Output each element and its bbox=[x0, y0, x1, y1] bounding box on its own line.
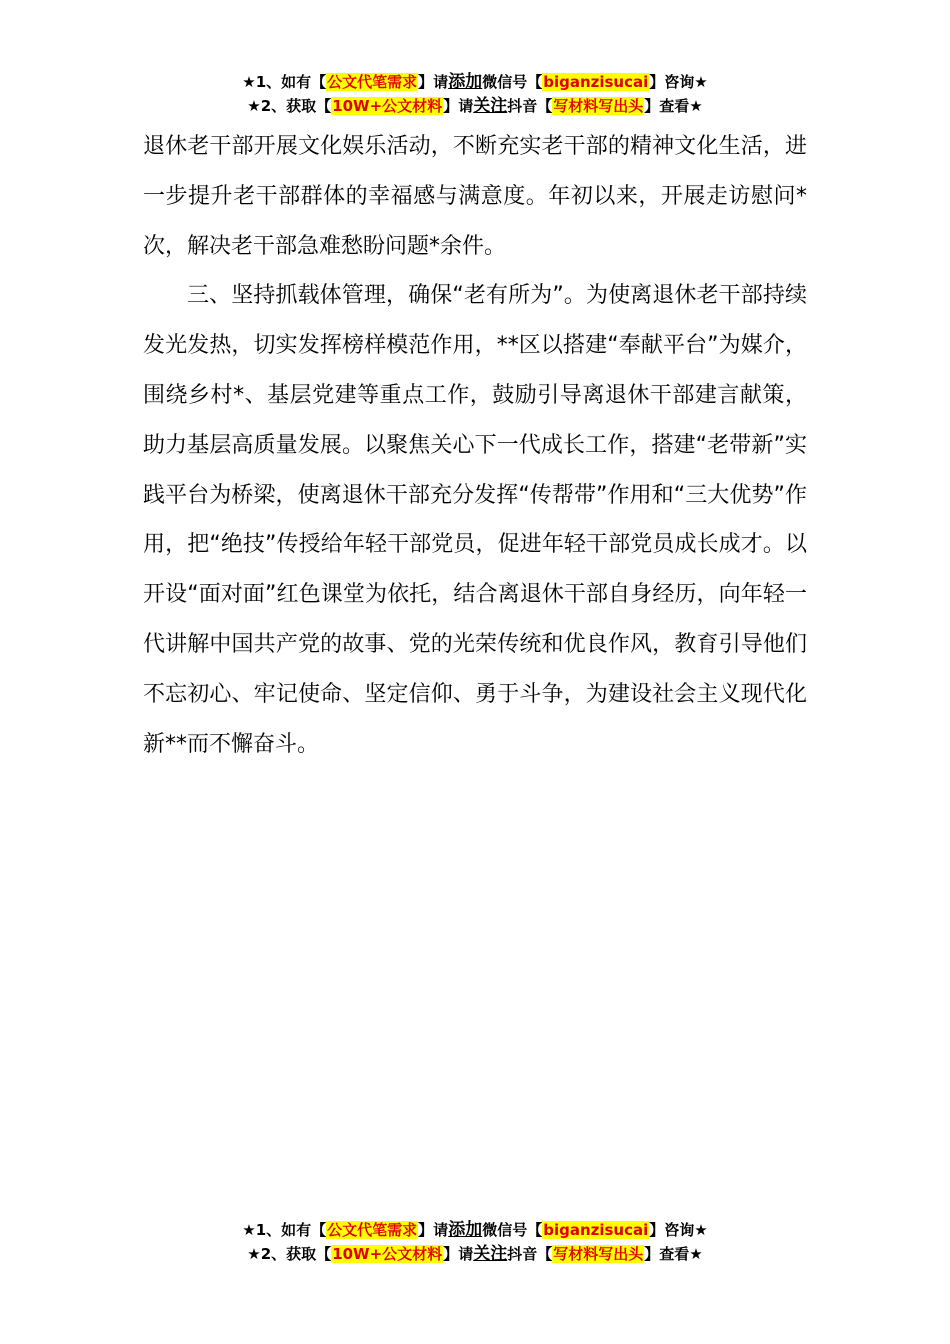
paragraph-continuation: 退休老干部开展文化娱乐活动，不断充实老干部的精神文化生活，进一步提升老干部群体的幸福感与满意度。年初以来，开展走访慰问*次，解决老干部急难愁盼问题*余件。 bbox=[143, 134, 807, 259]
banner-prefix: ★1、如有【 bbox=[242, 1221, 327, 1239]
banner-line-1 bbox=[0, 1218, 950, 1242]
banner-suffix: 】查看★ bbox=[644, 1245, 703, 1263]
header-banner bbox=[0, 70, 950, 118]
banner-suffix: 】查看★ bbox=[644, 97, 703, 115]
banner-prefix: ★1、如有【 bbox=[242, 73, 327, 91]
banner-highlight: 公文代笔需求 bbox=[327, 73, 418, 91]
banner-line-2 bbox=[0, 1242, 950, 1266]
banner-highlight: biganzisucai bbox=[543, 73, 649, 91]
banner-highlight: 写材料写出头 bbox=[553, 1245, 644, 1263]
banner-underline: 关注 bbox=[473, 96, 508, 116]
banner-underline: 添加 bbox=[448, 1220, 483, 1240]
banner-prefix: ★2、获取【 bbox=[247, 1245, 332, 1263]
banner-highlight: 写材料写出头 bbox=[553, 97, 644, 115]
banner-text: 微信号【 bbox=[482, 1221, 543, 1239]
banner-underline: 添加 bbox=[448, 72, 483, 92]
banner-text: 抖音【 bbox=[507, 1245, 553, 1263]
banner-highlight: 10W+公文材料 bbox=[332, 97, 443, 115]
banner-line-1 bbox=[0, 70, 950, 94]
banner-text: 】请 bbox=[443, 1245, 474, 1263]
banner-text: 】请 bbox=[443, 97, 474, 115]
footer-banner bbox=[0, 1218, 950, 1266]
banner-underline: 关注 bbox=[473, 1244, 508, 1264]
banner-suffix: 】咨询★ bbox=[649, 1221, 708, 1239]
banner-text: 】请 bbox=[418, 73, 449, 91]
banner-prefix: ★2、获取【 bbox=[247, 97, 332, 115]
banner-highlight: 10W+公文材料 bbox=[332, 1245, 443, 1263]
banner-suffix: 】咨询★ bbox=[649, 73, 708, 91]
banner-text: 抖音【 bbox=[507, 97, 553, 115]
banner-text: 】请 bbox=[418, 1221, 449, 1239]
banner-highlight: 公文代笔需求 bbox=[327, 1221, 418, 1239]
document-body bbox=[143, 122, 807, 769]
banner-line-2 bbox=[0, 94, 950, 118]
banner-text: 微信号【 bbox=[482, 73, 543, 91]
banner-highlight: biganzisucai bbox=[543, 1221, 649, 1239]
paragraph-section-three: 三、坚持抓载体管理，确保“老有所为”。为使离退休老干部持续发光发热，切实发挥榜样模范作用，**区以搭建“奉献平台”为媒介，围绕乡村*、基层党建等重点工作，鼓励引导离退休干部建言献策，助力基层高质量发展。以聚焦关心下一代成长工作，搭建“老带新”实践平台为桥梁，使离退休干部充分发挥“传帮带”作用和“三大优势”作用，把“绝技”传授给年轻干部党员，促进年轻干部党员成长成才。以开设“面对面”红色课堂为依托，结合离退休干部自身经历，向年轻一代讲解中国共产党的故事、党的光荣传统和优良作风，教育引导他们不忘初心、牢记使命、坚定信仰、勇于斗争，为建设社会主义现代化新**而不懈奋斗。 bbox=[143, 283, 807, 757]
